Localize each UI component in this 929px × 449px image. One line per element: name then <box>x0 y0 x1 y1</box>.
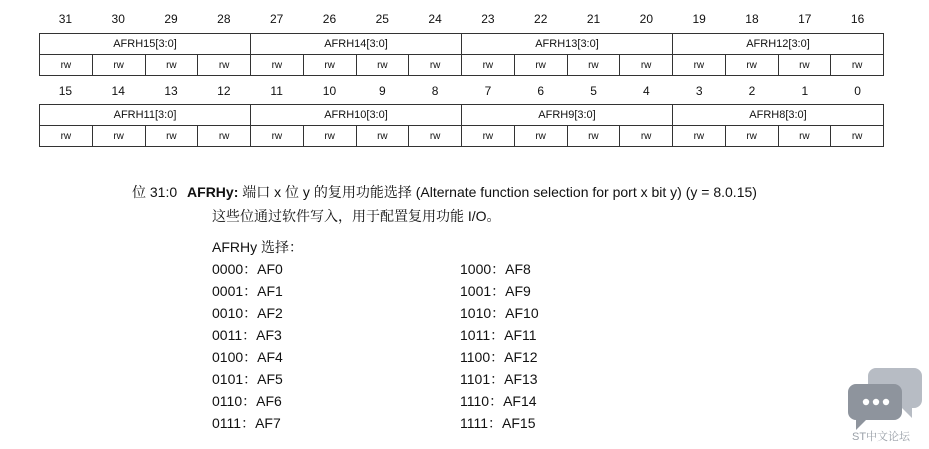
bit-number: 5 <box>590 84 597 98</box>
access-cell: rw <box>778 126 831 147</box>
access-cell: rw <box>567 55 620 76</box>
selection-item: 0011：AF3 <box>212 327 282 343</box>
watermark-text: ST中文论坛 <box>852 431 911 443</box>
register-table-high <box>39 33 884 76</box>
field-cell: AFRH11[3:0] <box>40 105 251 126</box>
access-cell: rw <box>514 55 567 76</box>
bit-numbers-low <box>39 84 884 98</box>
bit-range-label: 位 31:0 <box>132 184 178 200</box>
bit-number: 20 <box>639 12 654 26</box>
bit-numbers-high <box>39 12 884 26</box>
bit-number: 6 <box>537 84 545 98</box>
selection-item: 1100：AF12 <box>460 349 538 365</box>
bit-number: 24 <box>428 12 442 26</box>
selection-item: 1101：AF13 <box>460 371 538 387</box>
bit-number: 8 <box>431 84 439 98</box>
bit-number: 3 <box>695 84 703 98</box>
selection-title: AFRHy 选择： <box>212 239 303 255</box>
selection-item: 1110：AF14 <box>460 393 537 409</box>
access-cell: rw <box>462 126 515 147</box>
access-cell: rw <box>567 126 620 147</box>
bit-number: 26 <box>322 12 337 26</box>
field-cell: AFRH15[3:0] <box>40 34 251 55</box>
access-cell: rw <box>145 55 198 76</box>
access-cell: rw <box>673 126 726 147</box>
access-cell: rw <box>145 126 198 147</box>
field-cell: AFRH12[3:0] <box>673 34 884 55</box>
selection-item: 0000：AF0 <box>212 261 283 277</box>
bit-number: 7 <box>484 84 492 98</box>
access-cell: rw <box>673 55 726 76</box>
bit-number: 14 <box>111 84 125 98</box>
bit-number: 11 <box>270 84 283 98</box>
access-cell: rw <box>92 126 145 147</box>
bit-number: 13 <box>164 84 178 98</box>
selection-item: 0001：AF1 <box>212 283 283 299</box>
selection-list-left <box>212 258 283 434</box>
access-cell: rw <box>409 126 462 147</box>
selection-item: 1000：AF8 <box>460 261 531 277</box>
bit-number: 1 <box>801 84 809 98</box>
access-row <box>40 126 884 147</box>
field-cell: AFRH10[3:0] <box>251 105 462 126</box>
access-row <box>40 55 884 76</box>
selection-item: 1001：AF9 <box>460 283 531 299</box>
bit-number: 31 <box>58 12 73 26</box>
bit-number: 28 <box>217 12 231 26</box>
field-row <box>40 105 884 126</box>
access-cell: rw <box>778 55 831 76</box>
bit-number: 27 <box>269 12 284 26</box>
field-cell: AFRH9[3:0] <box>462 105 673 126</box>
access-cell: rw <box>831 55 884 76</box>
access-cell: rw <box>92 55 145 76</box>
field-cell: AFRH13[3:0] <box>462 34 673 55</box>
field-description <box>132 182 757 202</box>
bit-number: 19 <box>692 12 706 26</box>
field-row <box>40 34 884 55</box>
selection-list-right <box>460 258 539 434</box>
bit-number: 16 <box>850 12 865 26</box>
bit-number: 12 <box>217 84 231 98</box>
selection-item: 0111：AF7 <box>212 415 281 431</box>
field-name: AFRHy: <box>187 184 239 200</box>
bit-number: 10 <box>322 84 337 98</box>
access-cell: rw <box>40 126 93 147</box>
field-cell: AFRH8[3:0] <box>673 105 884 126</box>
access-cell: rw <box>198 55 251 76</box>
access-cell: rw <box>303 55 356 76</box>
access-cell: rw <box>620 55 673 76</box>
bit-number: 0 <box>854 84 861 98</box>
access-cell: rw <box>356 126 409 147</box>
description-line2: 这些位通过软件写入，用于配置复用功能 I/O。 <box>212 208 501 224</box>
selection-item: 0010：AF2 <box>212 305 283 321</box>
access-cell: rw <box>198 126 251 147</box>
access-cell: rw <box>462 55 515 76</box>
access-cell: rw <box>303 126 356 147</box>
bit-number: 23 <box>481 12 495 26</box>
access-cell: rw <box>725 55 778 76</box>
bit-number: 17 <box>798 12 812 26</box>
register-table-low <box>39 104 884 147</box>
description-text: 端口 x 位 y 的复用功能选择 (Alternate function selection for port x bit y) (y = 8.0.15) <box>242 184 757 200</box>
bit-number: 9 <box>378 84 386 98</box>
bit-number: 29 <box>164 12 178 26</box>
access-cell: rw <box>356 55 409 76</box>
bit-number: 15 <box>58 84 73 98</box>
selection-item: 0110：AF6 <box>212 393 282 409</box>
access-cell: rw <box>251 55 304 76</box>
access-cell: rw <box>725 126 778 147</box>
access-cell: rw <box>620 126 673 147</box>
bit-number: 25 <box>375 12 389 26</box>
selection-item: 1111：AF15 <box>460 415 536 431</box>
access-cell: rw <box>40 55 93 76</box>
access-cell: rw <box>409 55 462 76</box>
field-cell: AFRH14[3:0] <box>251 34 462 55</box>
access-cell: rw <box>514 126 567 147</box>
access-cell: rw <box>251 126 304 147</box>
bit-number: 18 <box>745 12 759 26</box>
bit-number: 2 <box>748 84 756 98</box>
bit-number: 22 <box>534 12 548 26</box>
selection-item: 1010：AF10 <box>460 305 539 321</box>
selection-item: 1011：AF11 <box>460 327 537 343</box>
access-cell: rw <box>831 126 884 147</box>
bit-number: 4 <box>643 84 650 98</box>
bit-number: 30 <box>111 12 125 26</box>
bit-number: 21 <box>586 12 601 26</box>
selection-item: 0101：AF5 <box>212 371 283 387</box>
selection-item: 0100：AF4 <box>212 349 283 365</box>
